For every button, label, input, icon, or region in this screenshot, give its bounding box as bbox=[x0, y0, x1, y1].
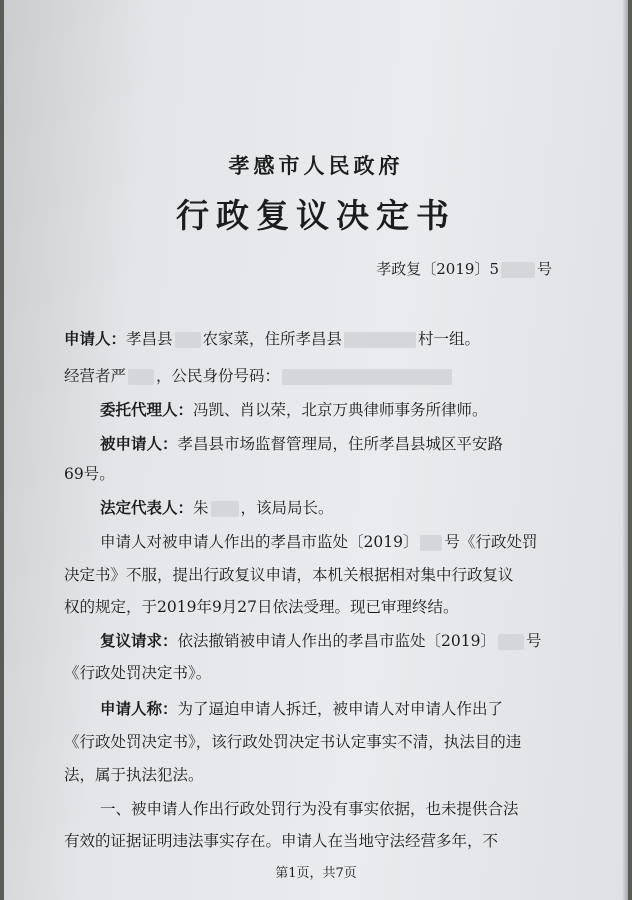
para1-line2: 决定书》不服，提出行政复议申请，本机关根据相对集中行政复议 bbox=[64, 566, 514, 584]
redaction-block bbox=[344, 332, 416, 348]
para1-text-b: 号《行政处罚 bbox=[444, 533, 538, 551]
redaction-block bbox=[420, 535, 442, 551]
claim-label: 申请人称： bbox=[100, 700, 178, 718]
redaction-block bbox=[282, 369, 452, 385]
issuing-authority: 孝感市人民政府 bbox=[228, 153, 404, 178]
legal-rep-label: 法定代表人： bbox=[100, 499, 194, 517]
claim-line2: 《行政处罚决定书》，该行政处罚决定书认定事实不清，执法目的违 bbox=[64, 733, 522, 751]
document-title: 行政复议决定书 bbox=[176, 196, 456, 235]
applicant-text-b: 农家菜，住所孝昌县 bbox=[202, 330, 343, 348]
respondent-text: 孝昌县市场监督管理局，住所孝昌县城区平安路 bbox=[177, 435, 504, 453]
document-number-prefix: 孝政复〔2019〕5 bbox=[376, 260, 499, 278]
respondent-label: 被申请人： bbox=[100, 435, 178, 453]
respondent-line-cont: 69号。 bbox=[64, 465, 115, 483]
request-text-a: 依法撤销被申请人作出的孝昌市监处〔2019〕 bbox=[177, 632, 496, 650]
agent-label: 委托代理人： bbox=[100, 401, 194, 419]
claim-line3: 法，属于执法犯法。 bbox=[64, 766, 204, 784]
para1-line1 bbox=[100, 530, 537, 552]
redaction-block bbox=[175, 332, 201, 348]
applicant-text-a: 孝昌县 bbox=[126, 330, 173, 348]
operator-text-b: ，公民身份号码： bbox=[156, 367, 281, 385]
redaction-block bbox=[211, 501, 239, 517]
document-number bbox=[376, 258, 552, 279]
agent-line bbox=[100, 398, 488, 420]
respondent-line bbox=[100, 432, 503, 454]
para1-line3: 权的规定，于2019年9月27日依法受理。现已审理终结。 bbox=[64, 598, 459, 616]
redaction-block bbox=[498, 634, 524, 650]
applicant-text-c: 村一组。 bbox=[418, 330, 481, 348]
document-page bbox=[4, 0, 628, 900]
legal-rep-line bbox=[100, 496, 334, 518]
para1-text-a: 申请人对被申请人作出的孝昌市监处〔2019〕 bbox=[100, 533, 419, 551]
claim-text: 为了逼迫申请人拆迁，被申请人对申请人作出了 bbox=[177, 700, 504, 718]
claim-line1 bbox=[100, 697, 503, 719]
para2-line2: 有效的证据证明违法事实存在。申请人在当地守法经营多年，不 bbox=[64, 832, 499, 850]
applicant-line bbox=[64, 327, 480, 349]
agent-text: 冯凯、肖以荣，北京万典律师事务所律师。 bbox=[193, 401, 488, 419]
legal-rep-text-b: ，该局局长。 bbox=[240, 499, 334, 517]
document-number-suffix: 号 bbox=[536, 260, 552, 278]
legal-rep-text-a: 朱 bbox=[193, 499, 209, 517]
operator-text-a: 经营者严 bbox=[64, 367, 127, 385]
request-label: 复议请求： bbox=[100, 632, 178, 650]
redaction-block bbox=[501, 262, 535, 278]
para2-line1: 一、被申请人作出行政处罚行为没有事实依据，也未提供合法 bbox=[100, 800, 519, 818]
applicant-label: 申请人： bbox=[64, 330, 127, 348]
request-text-b: 号 bbox=[525, 632, 542, 650]
request-line-cont: 《行政处罚决定书》。 bbox=[64, 664, 212, 682]
redaction-block bbox=[128, 369, 154, 385]
page-footer: 第1页，共7页 bbox=[275, 866, 357, 881]
page-edge-shadow bbox=[622, 0, 628, 900]
request-line bbox=[100, 629, 541, 651]
operator-line bbox=[64, 364, 454, 386]
